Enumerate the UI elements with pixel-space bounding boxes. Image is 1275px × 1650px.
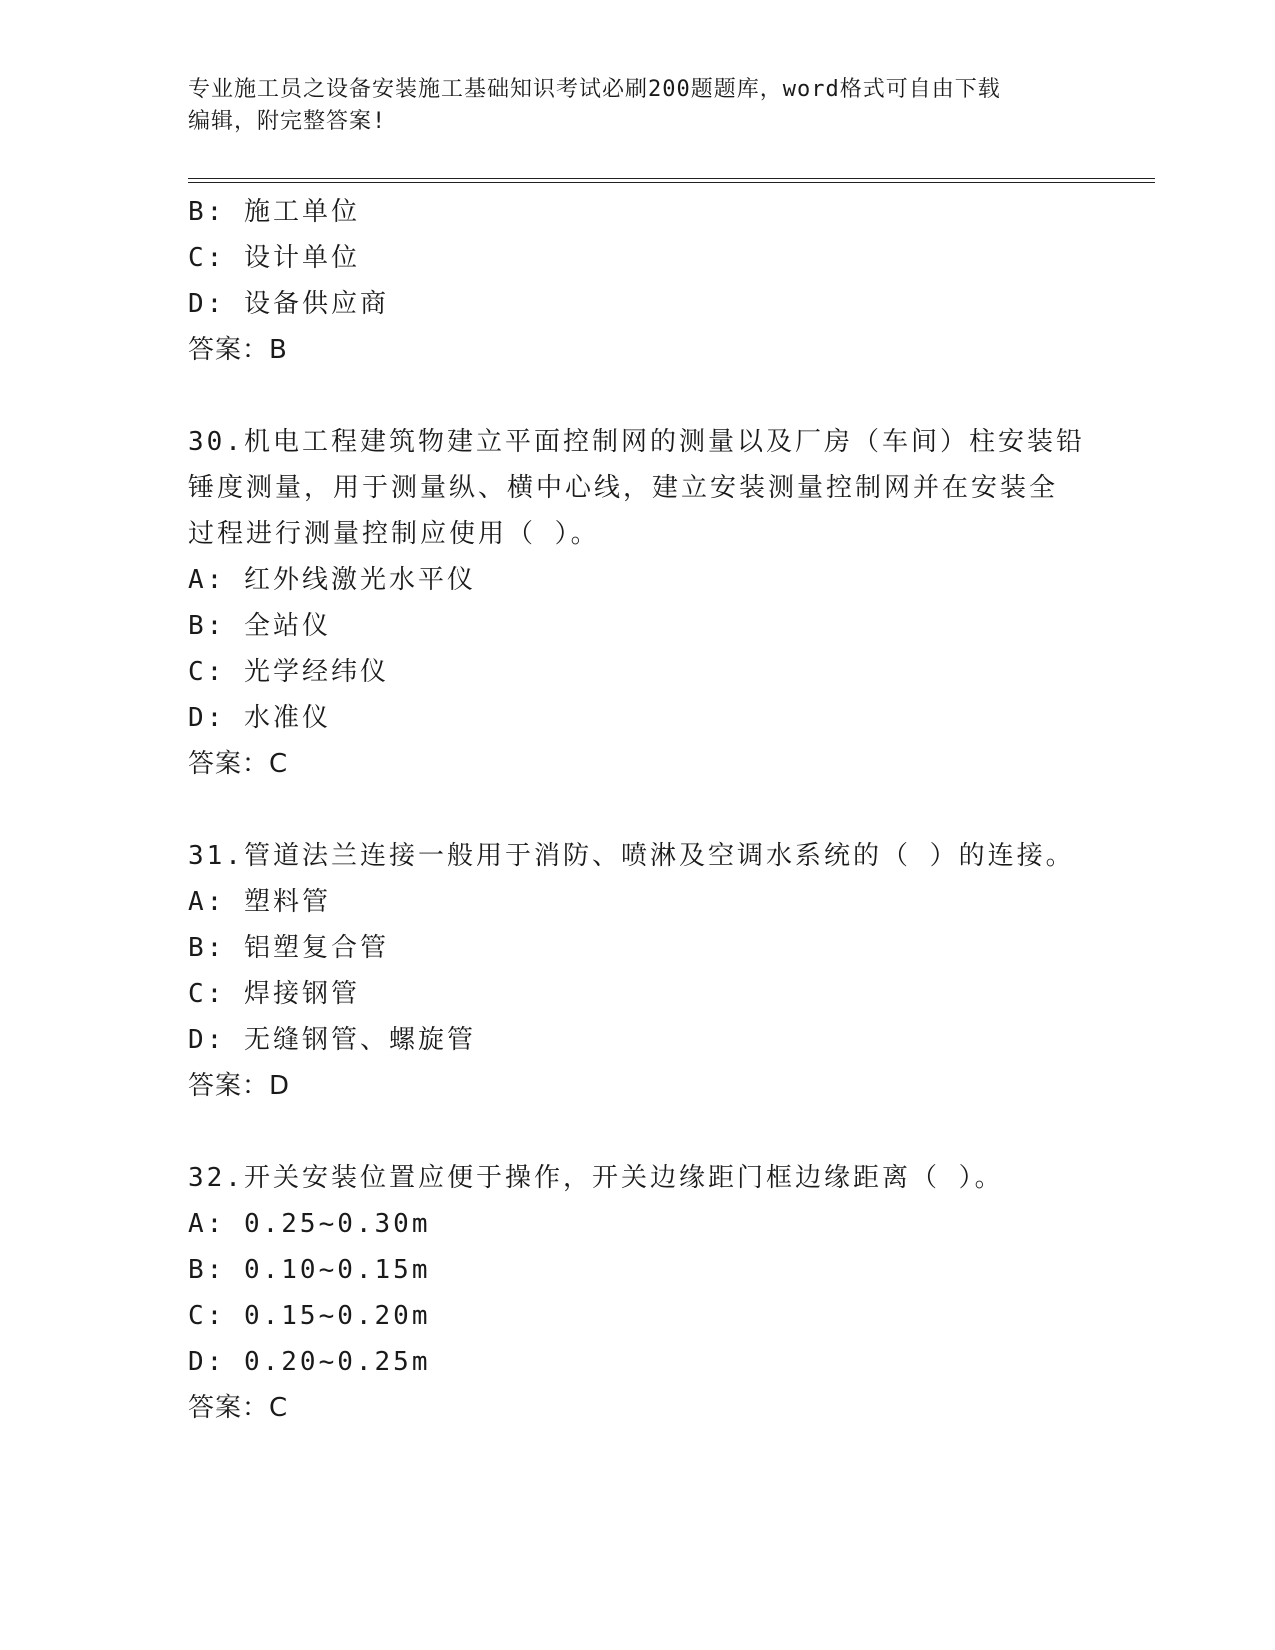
option-c: C: 设计单位	[188, 243, 360, 273]
document-header	[188, 74, 1088, 138]
answer-line: 答案：C	[188, 1393, 289, 1423]
answer-line: 答案：C	[188, 749, 289, 779]
question-text-line-3: 过程进行测量控制应使用（ ）。	[188, 519, 600, 549]
header-title-line-2: 编辑，附完整答案!	[188, 109, 387, 134]
question-block-30	[188, 419, 1148, 787]
question-block-32	[188, 1155, 1148, 1431]
option-d: D: 无缝钢管、螺旋管	[188, 1025, 476, 1055]
option-b: B: 施工单位	[188, 197, 360, 227]
question-text-line-1: 30.机电工程建筑物建立平面控制网的测量以及厂房（车间）柱安装铅	[188, 427, 1085, 457]
question-text-line-1: 31.管道法兰连接一般用于消防、喷淋及空调水系统的（ ）的连接。	[188, 841, 1075, 871]
question-block-29	[188, 189, 1148, 373]
option-d: D: 水准仪	[188, 703, 331, 733]
option-b: B: 铝塑复合管	[188, 933, 389, 963]
question-list	[188, 189, 1148, 1431]
question-block-31	[188, 833, 1148, 1109]
option-b: B: 0.10~0.15m	[188, 1255, 431, 1285]
option-a: A: 塑料管	[188, 887, 331, 917]
header-title-line-1: 专业施工员之设备安装施工基础知识考试必刷200题题库，word格式可自由下载	[188, 77, 1001, 102]
option-d: D: 0.20~0.25m	[188, 1347, 431, 1377]
option-c: C: 光学经纬仪	[188, 657, 389, 687]
spacer	[188, 373, 1148, 419]
option-d: D: 设备供应商	[188, 289, 389, 319]
answer-line: 答案：B	[188, 335, 288, 365]
option-a: A: 红外线激光水平仪	[188, 565, 476, 595]
question-text-line-1: 32.开关安装位置应便于操作，开关边缘距门框边缘距离（ ）。	[188, 1163, 1004, 1193]
answer-line: 答案：D	[188, 1071, 291, 1101]
option-c: C: 0.15~0.20m	[188, 1301, 431, 1331]
spacer	[188, 1109, 1148, 1155]
header-divider	[188, 178, 1155, 183]
option-b: B: 全站仪	[188, 611, 331, 641]
question-text-line-2: 锤度测量，用于测量纵、横中心线，建立安装测量控制网并在安装全	[188, 473, 1059, 503]
option-a: A: 0.25~0.30m	[188, 1209, 431, 1239]
spacer	[188, 787, 1148, 833]
option-c: C: 焊接钢管	[188, 979, 360, 1009]
